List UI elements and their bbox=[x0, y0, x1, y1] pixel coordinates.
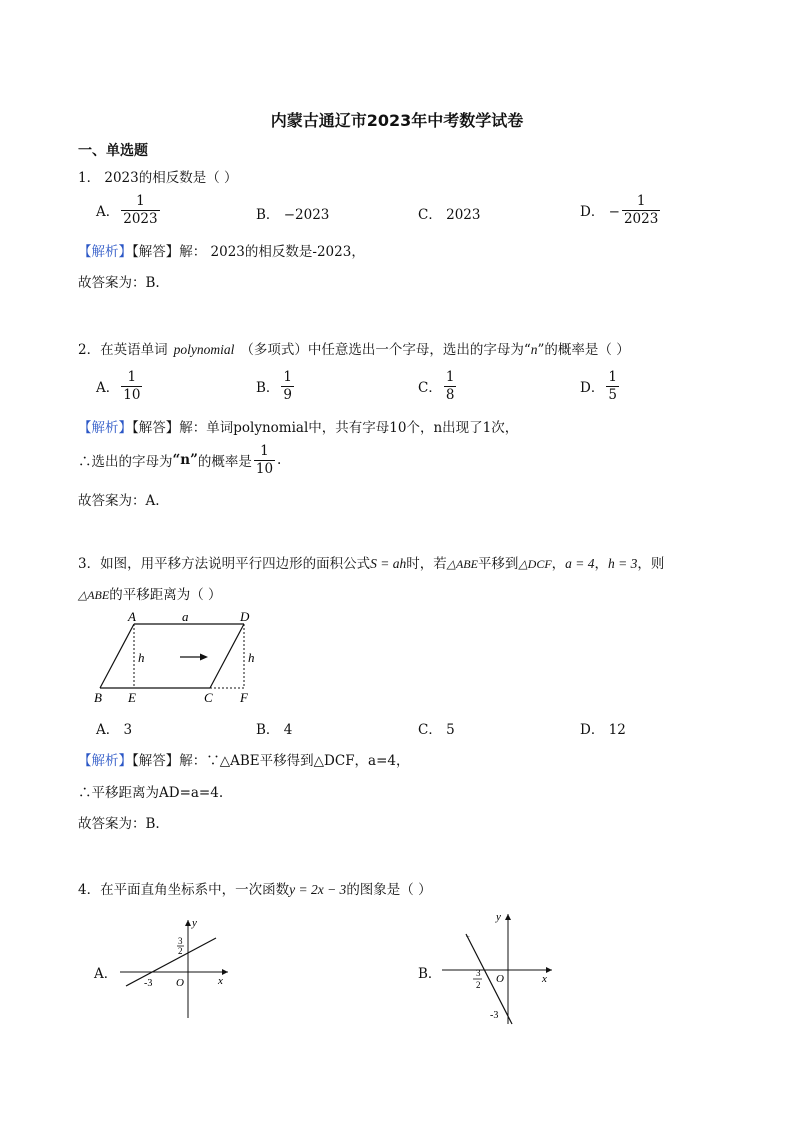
x-label: x bbox=[542, 973, 547, 985]
fraction-denominator: 9 bbox=[283, 386, 293, 403]
x-intercept-denominator: 2 bbox=[476, 980, 481, 990]
origin-label: O bbox=[176, 977, 184, 989]
q3-analysis-line2: ∴平移距离为AD=a=4. bbox=[78, 785, 224, 801]
fraction-numerator: 1 bbox=[260, 443, 269, 459]
q2-option-c-label: C． bbox=[418, 380, 442, 397]
function-line bbox=[466, 934, 512, 1024]
fraction-denominator: 5 bbox=[608, 386, 617, 403]
label-height-left: h bbox=[138, 650, 145, 665]
given-h: h = 3 bbox=[608, 556, 638, 571]
area-formula: S = ah bbox=[370, 556, 407, 571]
line2-end: . bbox=[277, 452, 282, 469]
q2-option-b-label: B． bbox=[256, 380, 280, 397]
q2-option-d-label: D． bbox=[580, 380, 605, 397]
stem-text-4: ， bbox=[551, 556, 566, 572]
fraction-numerator: 1 bbox=[136, 193, 145, 209]
q2-answer: 故答案为：A. bbox=[78, 493, 160, 509]
q3-analysis bbox=[78, 749, 410, 769]
q1-option-d-fraction bbox=[622, 194, 660, 227]
q1-stem: 1． 2023的相反数是（ ） bbox=[78, 170, 238, 186]
q2-option-b-fraction bbox=[281, 370, 294, 403]
analysis-text: 【解答】解：单词polynomial中，共有字母10个，n出现了1次， bbox=[132, 420, 519, 436]
x-label: x bbox=[218, 975, 223, 987]
fraction-denominator: 2023 bbox=[623, 210, 659, 227]
q2-letter: n bbox=[530, 342, 538, 357]
triangle-abe: △ABE bbox=[446, 557, 478, 571]
q3-stem-line1 bbox=[78, 552, 664, 572]
stem-text-5: ，则 bbox=[637, 556, 665, 572]
fraction-numerator: 1 bbox=[608, 369, 617, 385]
q2-stem-mid: （多项式）中任意选出一个字母，选出的字母为“ bbox=[240, 342, 531, 358]
q1-option-a[interactable] bbox=[96, 194, 162, 227]
stem-text-6: 的平移距离为（ ） bbox=[109, 587, 222, 603]
line2-pre: ∴选出的字母为 bbox=[78, 454, 173, 471]
q2-word: polynomial bbox=[173, 342, 235, 357]
stem-comma: ， bbox=[594, 556, 609, 572]
fraction-numerator: 1 bbox=[127, 369, 137, 385]
q2-option-a[interactable] bbox=[96, 370, 144, 403]
q3-option-a[interactable]: A． 3 bbox=[96, 722, 133, 738]
label-b-vertex: B bbox=[94, 690, 102, 705]
q1-option-a-label: A． bbox=[96, 204, 120, 221]
label-d-vertex: D bbox=[240, 609, 250, 624]
q4-stem bbox=[78, 878, 432, 898]
label-a-vertex: A bbox=[128, 609, 136, 624]
y-intercept-label: -3 bbox=[490, 1010, 499, 1021]
y-intercept-numerator: 3 bbox=[178, 936, 183, 946]
q3-option-c[interactable]: C． 5 bbox=[418, 722, 455, 738]
q2-option-d[interactable] bbox=[580, 370, 621, 403]
q2-analysis-line2 bbox=[78, 444, 281, 477]
q1-option-d[interactable] bbox=[580, 194, 662, 227]
q2-option-c-fraction bbox=[444, 370, 457, 403]
label-f-point: F bbox=[240, 690, 248, 705]
q2-stem-post: ”的概率是（ ） bbox=[537, 342, 630, 358]
q1-analysis bbox=[78, 240, 365, 260]
q4-option-a-label[interactable]: A． bbox=[94, 966, 118, 982]
q3-answer: 故答案为：B. bbox=[78, 816, 160, 832]
analysis-text: 【解答】解：∵△ABE平移得到△DCF，a=4， bbox=[132, 753, 410, 769]
x-axis-arrow-icon bbox=[222, 969, 228, 975]
q2-option-b[interactable] bbox=[256, 370, 296, 403]
q2-analysis bbox=[78, 416, 518, 436]
stem-text-1: 3．如图，用平移方法说明平行四边形的面积公式 bbox=[78, 556, 371, 572]
page-title: 内蒙古通辽市2023年中考数学试卷 bbox=[270, 111, 524, 130]
q4-function: y = 2x − 3 bbox=[289, 882, 347, 897]
q2-line2-fraction bbox=[254, 444, 275, 477]
q4-stem-pre: 4．在平面直角坐标系中，一次函数 bbox=[78, 882, 290, 898]
fraction-denominator: 10 bbox=[255, 460, 274, 477]
analysis-text: 【解答】解： 2023的相反数是-2023， bbox=[132, 244, 365, 260]
stem-text-2: 时，若 bbox=[406, 556, 447, 572]
q3-option-d[interactable]: D． 12 bbox=[580, 722, 626, 738]
stem-text-3: 平移到 bbox=[477, 556, 519, 572]
q2-option-d-fraction bbox=[606, 370, 619, 403]
analysis-tag[interactable]: 【解析】 bbox=[78, 753, 132, 769]
q1-answer: 故答案为：B. bbox=[78, 275, 160, 291]
y-axis-arrow-icon bbox=[505, 914, 511, 920]
q2-option-a-label: A． bbox=[96, 380, 120, 397]
y-axis-arrow-icon bbox=[185, 920, 191, 926]
line2-bold: “n” bbox=[172, 452, 198, 469]
y-intercept-denominator: 2 bbox=[178, 946, 183, 956]
x-axis-arrow-icon bbox=[546, 967, 552, 973]
origin-label: O bbox=[496, 973, 504, 985]
label-height-right: h bbox=[248, 650, 255, 665]
q2-stem bbox=[78, 338, 630, 358]
x-intercept-numerator: 3 bbox=[476, 968, 481, 978]
q2-option-c[interactable] bbox=[418, 370, 458, 403]
translation-arrow bbox=[180, 654, 208, 661]
label-c-vertex: C bbox=[204, 690, 213, 705]
fraction-numerator: 1 bbox=[636, 193, 646, 209]
label-e-point: E bbox=[128, 690, 136, 705]
triangle-dcf: △DCF bbox=[518, 557, 552, 571]
triangle-abe: △ABE bbox=[78, 588, 110, 602]
q4-graph-a[interactable] bbox=[118, 912, 233, 1022]
q4-stem-post: 的图象是（ ） bbox=[346, 882, 432, 898]
analysis-tag[interactable]: 【解析】 bbox=[78, 244, 132, 260]
q1-option-a-fraction bbox=[121, 194, 159, 227]
q2-option-a-fraction bbox=[121, 370, 142, 403]
fraction-denominator: 2023 bbox=[123, 210, 158, 227]
given-a: a = 4 bbox=[565, 556, 595, 571]
q1-option-d-label: D． − bbox=[580, 204, 620, 221]
line2-post: 的概率是 bbox=[197, 454, 252, 471]
x-intercept-label: -3 bbox=[144, 978, 153, 989]
q4-graph-b[interactable] bbox=[440, 908, 560, 1028]
fraction-numerator: 1 bbox=[283, 369, 293, 385]
q3-parallelogram-figure bbox=[90, 608, 270, 708]
y-label: y bbox=[192, 917, 197, 929]
q3-stem-line2 bbox=[78, 583, 222, 603]
fraction-denominator: 8 bbox=[445, 386, 455, 403]
q4-option-b-label[interactable]: B． bbox=[418, 966, 442, 982]
q2-stem-pre: 2．在英语单词 bbox=[78, 342, 168, 358]
label-side-a: a bbox=[182, 609, 189, 624]
parallelogram-shape bbox=[100, 624, 244, 688]
analysis-tag[interactable]: 【解析】 bbox=[78, 420, 132, 436]
y-label: y bbox=[496, 911, 501, 923]
fraction-numerator: 1 bbox=[445, 369, 455, 385]
q1-option-b[interactable]: B． −2023 bbox=[256, 207, 330, 223]
fraction-denominator: 10 bbox=[123, 386, 141, 403]
function-line bbox=[126, 938, 216, 986]
negative-sign: − bbox=[466, 933, 470, 941]
section-heading: 一、单选题 bbox=[78, 143, 148, 159]
q1-option-c[interactable]: C． 2023 bbox=[418, 207, 481, 223]
q3-option-b[interactable]: B． 4 bbox=[256, 722, 293, 738]
